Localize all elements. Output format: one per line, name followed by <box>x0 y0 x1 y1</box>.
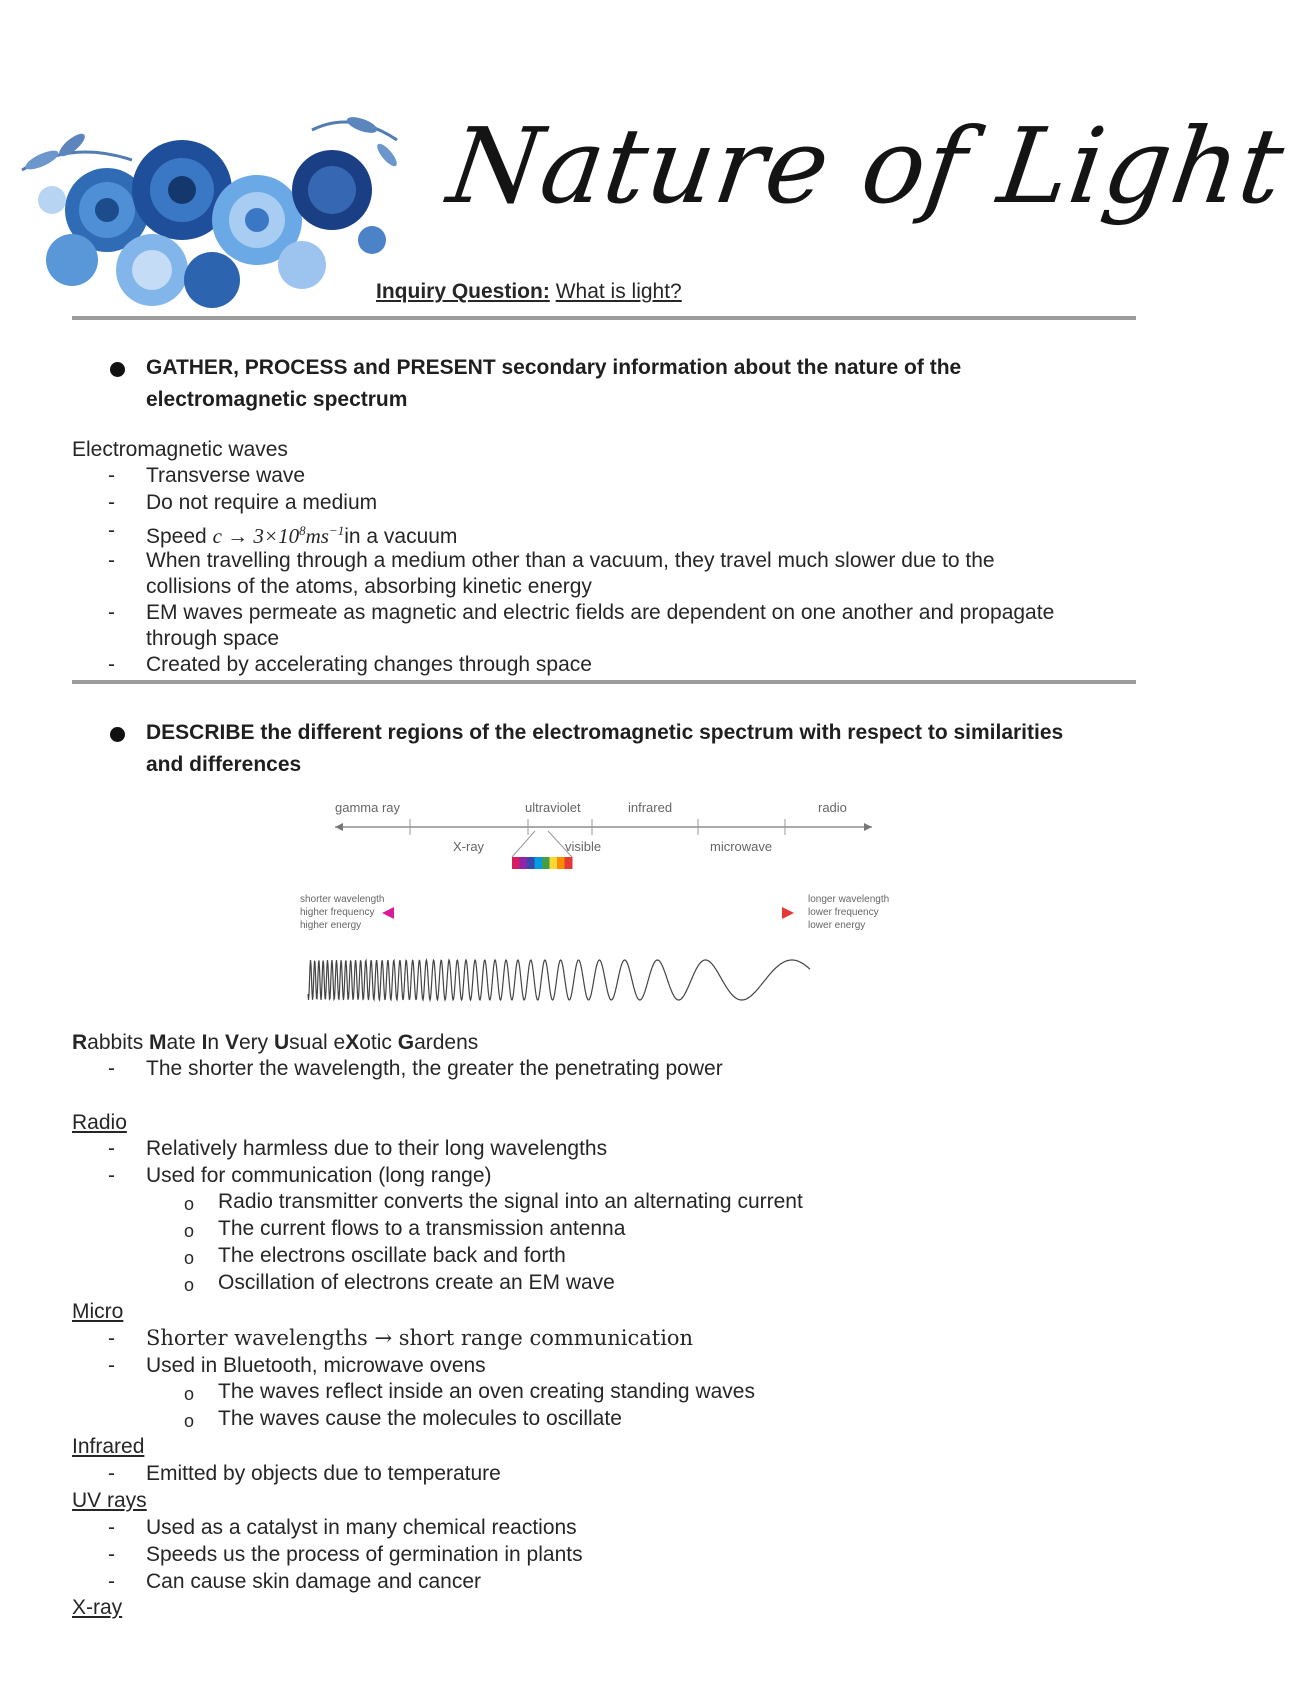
list-item: Emitted by objects due to temperature <box>146 1462 501 1485</box>
label-ultraviolet: ultraviolet <box>525 800 581 815</box>
o-marker: o <box>184 1194 195 1214</box>
section2-heading-line2: and differences <box>146 753 302 776</box>
mnemonic-word: abbits <box>87 1031 150 1054</box>
list-item: When travelling through a medium other than a vacuum, they travel much slower due to the <box>146 549 995 572</box>
mnemonic-word: ate <box>166 1031 202 1054</box>
sub-list-item: The electrons oscillate back and forth <box>218 1244 566 1267</box>
right-note-2: lower frequency <box>808 907 879 918</box>
infrared-heading: Infrared <box>72 1435 145 1458</box>
visible-band <box>512 831 573 869</box>
speed-unit-exponent: −1 <box>328 523 345 538</box>
mnemonic-letter: G <box>397 1031 415 1054</box>
o-marker: o <box>184 1221 195 1241</box>
dash-marker: - <box>108 519 115 542</box>
axis-arrow-right <box>864 823 872 831</box>
section2-heading-line1: DESCRIBE the different regions of the electromagnetic spectrum with respect to similarities <box>146 721 1064 744</box>
mnemonic-word: otic <box>359 1031 398 1054</box>
dash-marker: - <box>108 1354 115 1377</box>
speed-unit: ms <box>305 524 329 548</box>
dash-marker: - <box>108 1137 115 1160</box>
speed-exponent: 8 <box>299 523 306 538</box>
speed-item <box>146 518 1136 550</box>
list-item: Can cause skin damage and cancer <box>146 1570 482 1593</box>
mnemonic-letter: V <box>224 1031 239 1054</box>
label-infrared: infrared <box>628 800 673 815</box>
dash-marker: - <box>108 1570 115 1593</box>
section2-heading <box>146 717 1136 781</box>
micro-heading: Micro <box>72 1300 124 1323</box>
dash-marker: - <box>108 601 115 624</box>
section1-heading-line2: electromagnetic spectrum <box>146 388 408 411</box>
dash-marker: - <box>108 1462 115 1485</box>
o-marker: o <box>184 1275 195 1295</box>
visible-color-stripe <box>565 857 573 869</box>
xray-heading: X-ray <box>72 1596 123 1619</box>
visible-color-stripe <box>550 857 558 869</box>
sub-list-item: Oscillation of electrons create an EM wave <box>218 1271 615 1294</box>
gradient-arrow-left <box>382 907 394 919</box>
list-item: Used as a catalyst in many chemical reactions <box>146 1516 577 1539</box>
em-spectrum-diagram <box>290 795 910 1005</box>
mnemonic-word: sual e <box>289 1031 346 1054</box>
sub-list-item: The waves cause the molecules to oscillate <box>218 1407 622 1430</box>
speed-suffix: in a vacuum <box>344 525 458 548</box>
label-microwave: microwave <box>710 839 773 854</box>
o-marker: o <box>184 1248 195 1268</box>
section1-heading-line1: GATHER, PROCESS and PRESENT secondary information about the nature of the <box>146 356 962 379</box>
mnemonic-letter: U <box>273 1031 290 1054</box>
uv-heading: UV rays <box>72 1489 147 1512</box>
right-note-1: longer wavelength <box>808 894 890 905</box>
list-item: Speeds us the process of germination in plants <box>146 1543 583 1566</box>
mnemonic-letter: I <box>201 1031 208 1054</box>
mnemonic-note: The shorter the wavelength, the greater the penetrating power <box>146 1057 723 1080</box>
visible-color-stripe <box>535 857 543 869</box>
dash-marker: - <box>108 1516 115 1539</box>
speed-formula: c → 3×10 <box>212 524 300 548</box>
label-visible: visible <box>565 839 602 854</box>
list-item: Shorter wavelengths → short range communication <box>146 1326 694 1350</box>
list-item: Used for communication (long range) <box>146 1164 492 1187</box>
o-marker: o <box>184 1384 195 1404</box>
mnemonic-word: ardens <box>414 1031 479 1054</box>
visible-color-stripe <box>512 857 520 869</box>
flower-decoration <box>12 100 402 320</box>
visible-color-stripe <box>542 857 550 869</box>
dash-marker: - <box>108 1057 115 1080</box>
axis-arrow-left <box>335 823 343 831</box>
label-radio: radio <box>818 800 847 815</box>
dash-marker: - <box>108 464 115 487</box>
sub-list-item: Radio transmitter converts the signal into an alternating current <box>218 1190 803 1213</box>
visible-color-stripe <box>557 857 565 869</box>
inquiry-text: What is light? <box>555 280 682 303</box>
left-note-1: shorter wavelength <box>300 894 385 905</box>
wavelength-wave <box>308 960 810 1000</box>
dash-marker: - <box>108 491 115 514</box>
dash-marker: - <box>108 1543 115 1566</box>
left-note-3: higher energy <box>300 920 362 931</box>
label-gamma-ray: gamma ray <box>335 800 401 815</box>
list-item: EM waves permeate as magnetic and electric fields are dependent on one another and propagate <box>146 601 1055 624</box>
mnemonic <box>72 1030 478 1056</box>
label-x-ray: X-ray <box>453 839 485 854</box>
o-marker: o <box>184 1411 195 1431</box>
inquiry-question <box>376 280 682 304</box>
visible-zoom-lines <box>512 831 572 857</box>
mnemonic-letter: R <box>72 1031 88 1054</box>
speed-prefix: Speed <box>146 525 207 548</box>
mnemonic-letter: M <box>149 1031 167 1054</box>
divider-middle <box>72 680 1136 684</box>
dash-marker: - <box>108 549 115 572</box>
dash-marker: - <box>108 653 115 676</box>
list-item: Transverse wave <box>146 464 306 487</box>
radio-heading: Radio <box>72 1111 127 1134</box>
dash-marker: - <box>108 1327 115 1350</box>
gradient-arrow-right <box>782 907 794 919</box>
sub-list-item: The waves reflect inside an oven creating standing waves <box>218 1380 755 1403</box>
list-item: Relatively harmless due to their long wavelengths <box>146 1137 608 1160</box>
section1-heading <box>146 352 1136 416</box>
list-item: Created by accelerating changes through space <box>146 653 592 676</box>
topic-em-waves: Electromagnetic waves <box>72 438 288 461</box>
right-note-3: lower energy <box>808 920 866 931</box>
inquiry-label: Inquiry Question: <box>376 280 550 303</box>
page-title: Nature of Light <box>441 105 1292 227</box>
list-item-continued: collisions of the atoms, absorbing kinetic energy <box>146 575 592 598</box>
visible-color-stripe <box>520 857 528 869</box>
mnemonic-word: n <box>207 1031 225 1054</box>
list-item-continued: through space <box>146 627 280 650</box>
list-item: Used in Bluetooth, microwave ovens <box>146 1354 486 1377</box>
sub-list-item: The current flows to a transmission antenna <box>218 1217 626 1240</box>
mnemonic-letter: X <box>345 1031 360 1054</box>
bullet-dot <box>110 727 125 742</box>
bullet-dot <box>110 362 125 377</box>
mnemonic-word: ery <box>238 1031 274 1054</box>
list-item: Do not require a medium <box>146 491 378 514</box>
left-note-2: higher frequency <box>300 907 375 918</box>
dash-marker: - <box>108 1164 115 1187</box>
divider-top <box>72 316 1136 320</box>
visible-color-stripe <box>527 857 535 869</box>
